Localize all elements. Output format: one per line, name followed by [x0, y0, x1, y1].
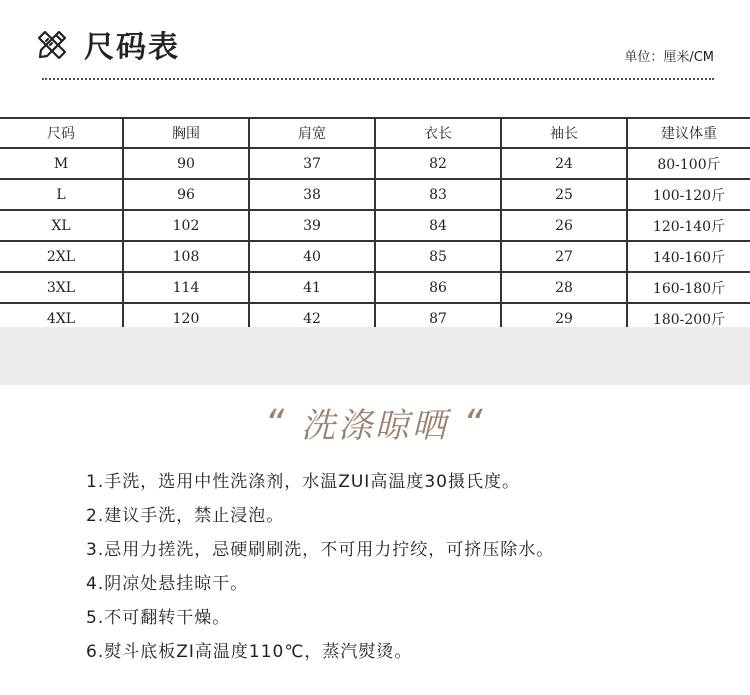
- table-cell: 38: [249, 179, 375, 210]
- table-cell: 2XL: [0, 241, 123, 272]
- table-cell: 100-120斤: [627, 179, 750, 210]
- list-item: 2.建议手洗，禁止浸泡。: [86, 506, 285, 526]
- close-quote-mark: “: [462, 402, 486, 446]
- wash-title-text: 洗涤晾晒: [301, 406, 449, 446]
- size-table: [0, 117, 750, 335]
- table-cell: 87: [375, 303, 501, 334]
- table-cell: 3XL: [0, 272, 123, 303]
- table-cell: 25: [501, 179, 627, 210]
- unit-label: 单位：厘米/CM: [624, 50, 714, 65]
- table-cell: 120-140斤: [627, 210, 750, 241]
- table-cell: 108: [123, 241, 249, 272]
- list-item: 6.熨斗底板ZI高温度110℃，蒸汽熨烫。: [86, 642, 413, 662]
- table-cell: 120: [123, 303, 249, 334]
- table-cell: 140-160斤: [627, 241, 750, 272]
- table-cell: 86: [375, 272, 501, 303]
- wash-section-title: [0, 398, 750, 447]
- table-cell: 28: [501, 272, 627, 303]
- table-row: [0, 210, 750, 241]
- list-item: 5.不可翻转干燥。: [86, 608, 231, 628]
- table-cell: 84: [375, 210, 501, 241]
- dotted-divider: [42, 78, 714, 80]
- table-cell: 85: [375, 241, 501, 272]
- column-header: 尺码: [0, 118, 123, 148]
- table-cell: 90: [123, 148, 249, 179]
- table-cell: 4XL: [0, 303, 123, 334]
- table-header-row: [0, 118, 750, 148]
- open-quote-mark: “: [264, 402, 288, 446]
- table-cell: 29: [501, 303, 627, 334]
- column-header: 建议体重: [627, 118, 750, 148]
- table-cell: 82: [375, 148, 501, 179]
- table-cell: 102: [123, 210, 249, 241]
- table-cell: 180-200斤: [627, 303, 750, 334]
- table-cell: M: [0, 148, 123, 179]
- table-cell: 96: [123, 179, 249, 210]
- table-cell: 83: [375, 179, 501, 210]
- column-header: 肩宽: [249, 118, 375, 148]
- ruler-pencil-icon: [35, 28, 69, 62]
- table-cell: 41: [249, 272, 375, 303]
- table-cell: 40: [249, 241, 375, 272]
- table-cell: 80-100斤: [627, 148, 750, 179]
- list-item: 4.阴凉处悬挂晾干。: [86, 574, 249, 594]
- table-row: [0, 148, 750, 179]
- table-cell: 26: [501, 210, 627, 241]
- table-cell: 39: [249, 210, 375, 241]
- list-item: 1.手洗，选用中性洗涤剂，水温ZUI高温度30摄氏度。: [86, 472, 520, 492]
- table-cell: 114: [123, 272, 249, 303]
- column-header: 衣长: [375, 118, 501, 148]
- column-header: 袖长: [501, 118, 627, 148]
- column-header: 胸围: [123, 118, 249, 148]
- list-item: 3.忌用力搓洗，忌硬刷刷洗，不可用力拧绞，可挤压除水。: [86, 540, 555, 560]
- table-row: [0, 179, 750, 210]
- table-cell: 37: [249, 148, 375, 179]
- table-row: [0, 241, 750, 272]
- table-cell: 24: [501, 148, 627, 179]
- table-cell: 160-180斤: [627, 272, 750, 303]
- table-cell: L: [0, 179, 123, 210]
- table-row: [0, 272, 750, 303]
- page-title: 尺码表: [84, 30, 180, 65]
- table-cell: 42: [249, 303, 375, 334]
- wash-instructions-list: [86, 465, 554, 669]
- table-cell: XL: [0, 210, 123, 241]
- table-cell: 27: [501, 241, 627, 272]
- section-separator-band: [0, 327, 750, 385]
